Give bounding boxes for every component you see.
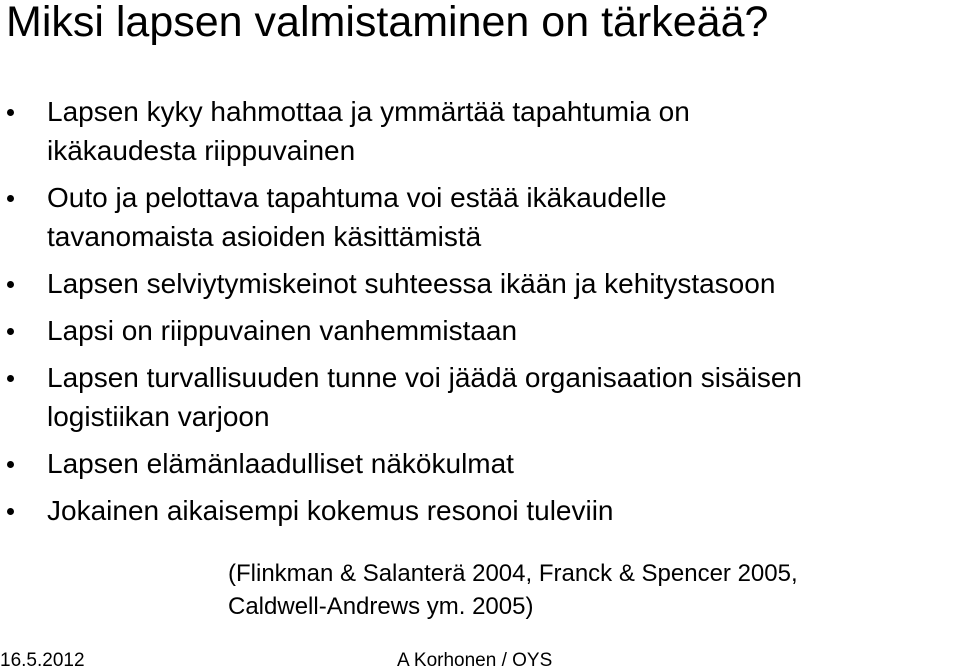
bullet-dot-icon	[7, 281, 14, 288]
footer-date: 16.5.2012	[0, 650, 85, 671]
bullet-text-line: Lapsi on riippuvainen vanhemmistaan	[47, 315, 518, 346]
bullet-item	[0, 92, 960, 170]
bullet-dot-icon	[7, 109, 14, 116]
bullet-item	[0, 358, 960, 436]
bullet-dot-icon	[7, 508, 14, 515]
bullet-text-line: Lapsen turvallisuuden tunne voi jäädä organisaation sisäisen	[47, 362, 802, 393]
bullet-text-line: Lapsen elämänlaadulliset näkökulmat	[47, 448, 514, 479]
bullet-text-line: ikäkaudesta riippuvainen	[47, 135, 356, 166]
bullet-item	[0, 444, 960, 483]
reference-citation	[228, 557, 798, 623]
bullet-item	[0, 264, 960, 303]
bullet-text-line: Lapsen selviytymiskeinot suhteessa ikään ja kehitystasoon	[47, 268, 776, 299]
bullet-text-line: Lapsen kyky hahmottaa ja ymmärtää tapahtumia on	[47, 96, 690, 127]
reference-line: (Flinkman & Salanterä 2004, Franck & Spencer 2005,	[228, 560, 798, 587]
bullet-item	[0, 311, 960, 350]
slide-title: Miksi lapsen valmistaminen on tärkeää?	[6, 0, 769, 46]
bullet-text-line: Outo ja pelottava tapahtuma voi estää ikäkaudelle	[47, 182, 667, 213]
bullet-dot-icon	[7, 461, 14, 468]
bullet-text-line: logistiikan varjoon	[47, 401, 270, 432]
bullet-list	[0, 92, 960, 538]
bullet-item	[0, 178, 960, 256]
footer-author: A Korhonen / OYS	[397, 650, 553, 671]
bullet-dot-icon	[7, 195, 14, 202]
bullet-text-line: Jokainen aikaisempi kokemus resonoi tuleviin	[47, 495, 614, 526]
bullet-text-line: tavanomaista asioiden käsittämistä	[47, 221, 482, 252]
reference-line: Caldwell-Andrews ym. 2005)	[228, 593, 534, 620]
bullet-dot-icon	[7, 375, 14, 382]
bullet-dot-icon	[7, 328, 14, 335]
bullet-item	[0, 491, 960, 530]
